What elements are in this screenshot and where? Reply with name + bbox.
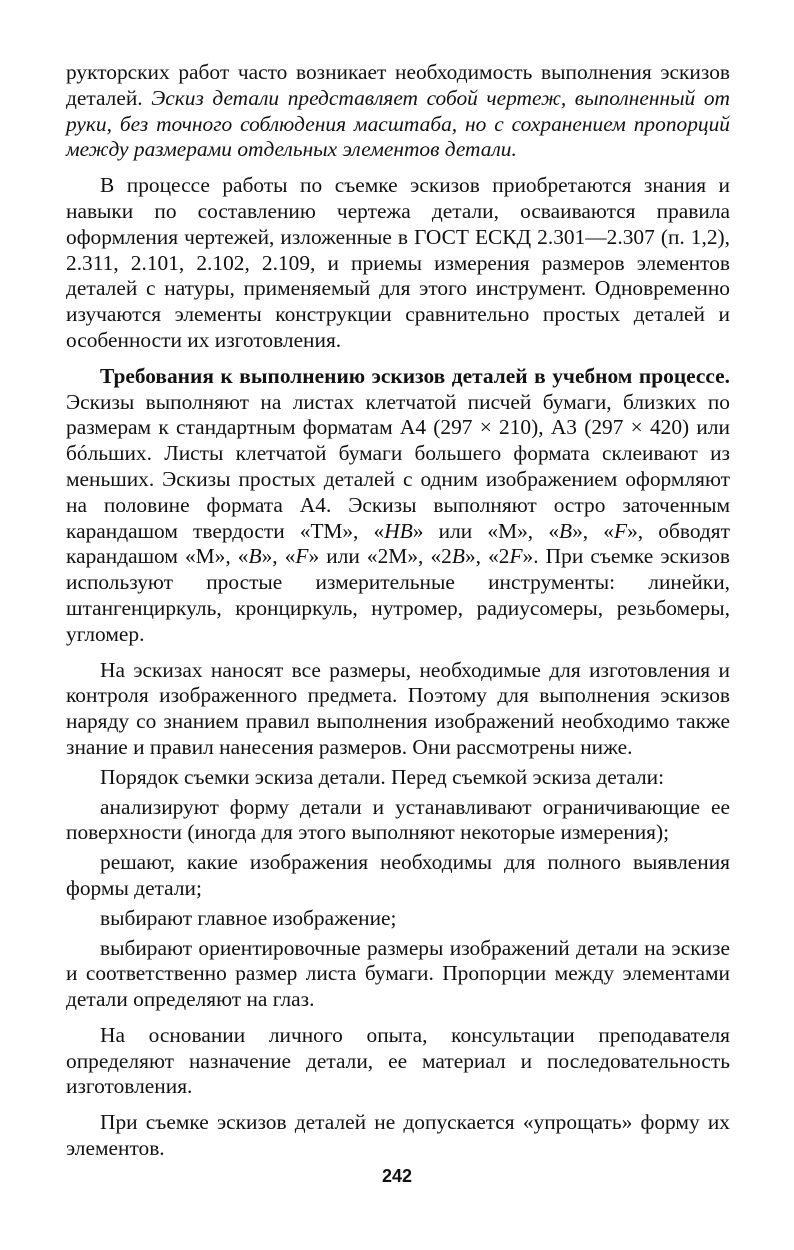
pencil-grade-2b: В — [451, 544, 465, 569]
requirements-text-b: » или «М», « — [412, 518, 560, 543]
procedure-step-sizes: выбирают ориентировочные размеры изображений детали на эскизе и соответственно размер листа бумаги. Пропорции между элементами детали определяют на глаз. — [66, 935, 730, 1012]
pencil-grade-f-outline: F — [295, 544, 309, 569]
requirements-text-a: Эскизы выполняют на листах клетчатой писчей бумаги, близких по размерам к стандартным форматам А4 (297 × 210), А3 (297 × 420) или бóльших. Листы клетчатой бумаги большего формата склеивают из меньших. Эскизы простых деталей с одним изображением оформляют на половине формата А4. Эскизы выполняют остро заточенным карандашом твердости «ТМ», « — [66, 389, 730, 543]
procedure-step-views: решают, какие изображения необходимы для полного выявления формы детали; — [66, 850, 730, 900]
pencil-grade-hb: НВ — [384, 518, 413, 543]
paragraph-requirements — [66, 364, 730, 648]
pencil-grade-2f: F — [509, 544, 523, 569]
sketch-definition-italic: Эскиз детали представляет собой чертеж, выполненный от руки, без точного соблюдения масштаба, но с сохранением пропорций между размерами отдельных элементов детали. — [66, 85, 730, 162]
page-number: 242 — [381, 1166, 413, 1186]
requirements-text-d: », обводят карандашом «М», « — [66, 518, 730, 569]
paragraph-dimensions: На эскизах наносят все размеры, необходимые для изготовления и контроля изображенного предмета. Поэтому для выполнения эскизов наряду со знанием правил выполнения изображений необходимо также знание и правил нанесения размеров. Они рассмотрены ниже. — [66, 657, 730, 759]
requirements-text-f: » или «2М», «2 — [308, 544, 452, 569]
procedure-step-analyze: анализируют форму детали и устанавливают ограничивающие ее поверхности (иногда для этого выполняют некоторые измерения); — [66, 794, 730, 845]
pencil-grade-b-outline: В — [248, 544, 262, 569]
pencil-grade-b: В — [559, 518, 573, 543]
paragraph-no-simplify: При съемке эскизов деталей не допускается «упрощать» форму их элементов. — [66, 1110, 730, 1161]
requirements-heading: Требования к выполнению эскизов деталей в учебном процессе. — [100, 363, 730, 388]
procedure-step-main-view: выбирают главное изображение; — [100, 905, 397, 930]
paragraph-skills: В процессе работы по съемке эскизов приобретаются знания и навыки по составлению чертежа детали, осваиваются правила оформления чертежей, изложенные в ГОСТ ЕСКД 2.301—2.307 (п. 1,2), 2.311, 2.101, 2.102, 2.109, и приемы измерения размеров элементов деталей с натуры, применяемый для этого инструмент. Одновременно изучаются элементы конструкции сравнительно простых деталей и особенности их изготовления. — [66, 173, 730, 352]
paragraph-procedure-intro: Порядок съемки эскиза детали. Перед съемкой эскиза детали: — [100, 764, 665, 789]
requirements-text-g: », «2 — [464, 544, 510, 569]
requirements-text-c: », « — [572, 518, 615, 543]
paragraph-intro — [66, 60, 730, 163]
paragraph-purpose: На основании личного опыта, консультации преподавателя определяют назначение детали, ее материал и последовательность изготовления. — [66, 1022, 730, 1099]
pencil-grade-f: F — [614, 518, 628, 543]
requirements-text-e: », « — [261, 544, 296, 569]
page-body — [66, 60, 730, 1162]
intro-plain-text: рукторских работ часто возникает необходимость выполнения эскизов деталей. — [66, 60, 730, 110]
requirements-text-h: ». При съемке эскизов используют простые измерительные инструменты: линейки, штангенциркуль, кронциркуль, нутромер, радиусомеры, резьбомеры, угломер. — [66, 544, 731, 646]
